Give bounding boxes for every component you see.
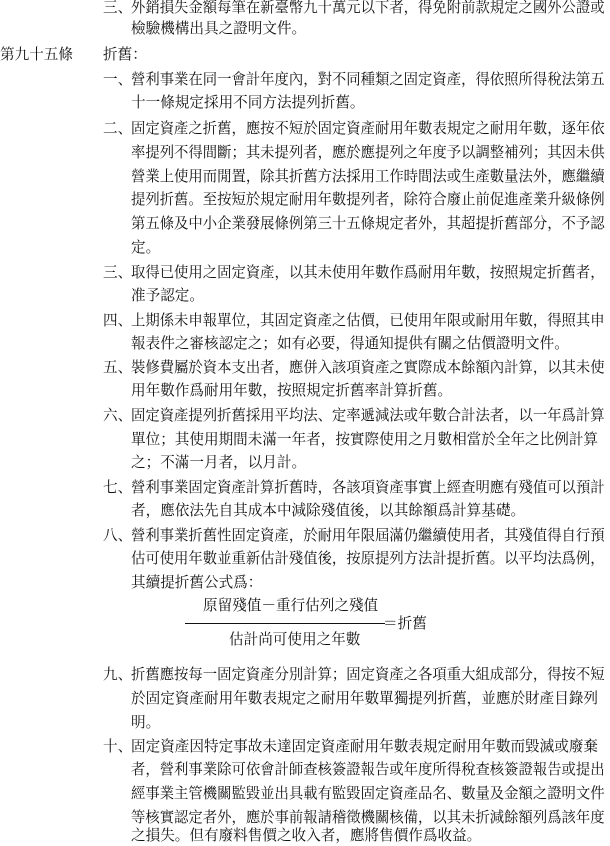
item-10-line-2: 者，營利事業除可依會計師查核簽證報告或年度所得稅查核簽證報告或提出 <box>131 761 605 778</box>
item-2-line-3: 營業上使用而閒置，除其折舊方法採用工作時間法或生產數量法外，應繼續 <box>131 168 605 185</box>
article-label: 第九十五條 <box>0 46 73 63</box>
prev-item-marker: 三、 <box>103 0 133 16</box>
formula-numerator: 原留殘值－重行估列之殘值 <box>203 597 379 614</box>
item-9-line-3: 明。 <box>131 714 161 731</box>
item-9-line-2: 於固定資產耐用年數表規定之耐用年數單獨提列折舊，並應於財產目錄列 <box>131 690 599 707</box>
depreciation-formula <box>185 596 455 650</box>
item-10-line-4: 等核實認定者外，應於事前報請稽徵機關核備，以其未折減餘額列爲該年度 <box>131 809 605 826</box>
item-5-marker: 五、 <box>103 359 133 376</box>
item-2-line-6: 定。 <box>131 239 161 256</box>
item-7-marker: 七、 <box>103 479 133 496</box>
item-3-marker: 三、 <box>103 264 133 281</box>
item-7-line-1: 營利事業固定資產計算折舊時，各該項資產事實上經查明應有殘值可以預計 <box>131 479 605 496</box>
item-6-marker: 六、 <box>103 407 133 424</box>
prev-item-line-1: 外銷損失金額每筆在新臺幣九十萬元以下者，得免附前款規定之國外公證或 <box>131 0 605 16</box>
item-1-line-1: 營利事業在同一會計年度內，對不同種類之固定資產，得依照所得稅法第五 <box>131 71 605 88</box>
item-6-line-3: 之；不滿一月者，以月計。 <box>131 454 307 471</box>
item-4-marker: 四、 <box>103 312 133 329</box>
item-8-line-2: 估可使用年數並重新估計殘值後，按原提列方法計提折舊。以平均法爲例， <box>131 550 605 567</box>
item-10-line-1: 固定資產因特定事故未達固定資產耐用年數表規定耐用年數而毀滅或廢棄 <box>131 738 599 755</box>
item-5-line-2: 用年數作爲耐用年數，按照規定折舊率計算折舊。 <box>131 382 453 399</box>
formula-fraction-bar <box>185 623 385 624</box>
item-2-line-4: 提列折舊。至按短於規定耐用年數提列者，除符合廢止前促進產業升級條例 <box>131 191 605 208</box>
article-title: 折舊： <box>103 46 147 63</box>
item-6-line-2: 單位；其使用期間未滿一年者，按實際使用之月數相當於全年之比例計算 <box>131 431 599 448</box>
formula-result: ＝折舊 <box>383 615 427 632</box>
item-10-marker: 十、 <box>103 738 133 755</box>
item-2-line-1: 固定資產之折舊，應按不短於固定資產耐用年數表規定之耐用年數，逐年依 <box>131 120 605 137</box>
item-7-line-2: 者，應依法先自其成本中減除殘值後，以其餘額爲計算基礎。 <box>131 502 526 519</box>
item-1-marker: 一、 <box>103 71 133 88</box>
item-8-line-1: 營利事業折舊性固定資產，於耐用年限屆滿仍繼續使用者，其殘值得自行預 <box>131 527 605 544</box>
item-4-line-2: 報表件之審核認定之；如有必要，得通知提供有關之估價證明文件。 <box>131 335 569 352</box>
item-3-line-2: 准予認定。 <box>131 287 204 304</box>
item-5-line-1: 裝修費屬於資本支出者，應併入該項資產之實際成本餘額內計算，以其未使 <box>131 359 605 376</box>
item-4-line-1: 上期係未申報單位，其固定資產之估價，已使用年限或耐用年數，得照其申 <box>131 312 605 329</box>
prev-item-line-2: 檢驗機構出具之證明文件。 <box>131 20 307 37</box>
item-9-marker: 九、 <box>103 666 133 683</box>
item-2-marker: 二、 <box>103 120 133 137</box>
item-8-marker: 八、 <box>103 527 133 544</box>
item-10-line-5: 之損失。但有廢料售價之收入者，應將售價作爲收益。 <box>131 827 482 844</box>
formula-denominator: 估計尚可使用之年數 <box>229 631 361 648</box>
item-8-line-3: 其續提折舊公式爲： <box>131 574 263 591</box>
item-3-line-1: 取得已使用之固定資產，以其未使用年數作爲耐用年數，按照規定折舊者， <box>131 264 605 281</box>
item-9-line-1: 折舊應按每一固定資產分別計算；固定資產之各項重大組成部分，得按不短 <box>131 666 605 683</box>
item-1-line-2: 十一條規定採用不同方法提列折舊。 <box>131 94 365 111</box>
item-2-line-5: 第五條及中小企業發展條例第三十五條規定者外，其超提折舊部分，不予認 <box>131 215 605 232</box>
item-10-line-3: 經事業主管機關監毀並出具載有監毀固定資產品名、數量及金額之證明文件 <box>131 785 605 802</box>
item-6-line-1: 固定資產提列折舊採用平均法、定率遞減法或年數合計法者，以一年爲計算 <box>131 407 605 424</box>
item-2-line-2: 率提列不得間斷；其未提列者，應於應提列之年度予以調整補列；其因未供 <box>131 144 605 161</box>
